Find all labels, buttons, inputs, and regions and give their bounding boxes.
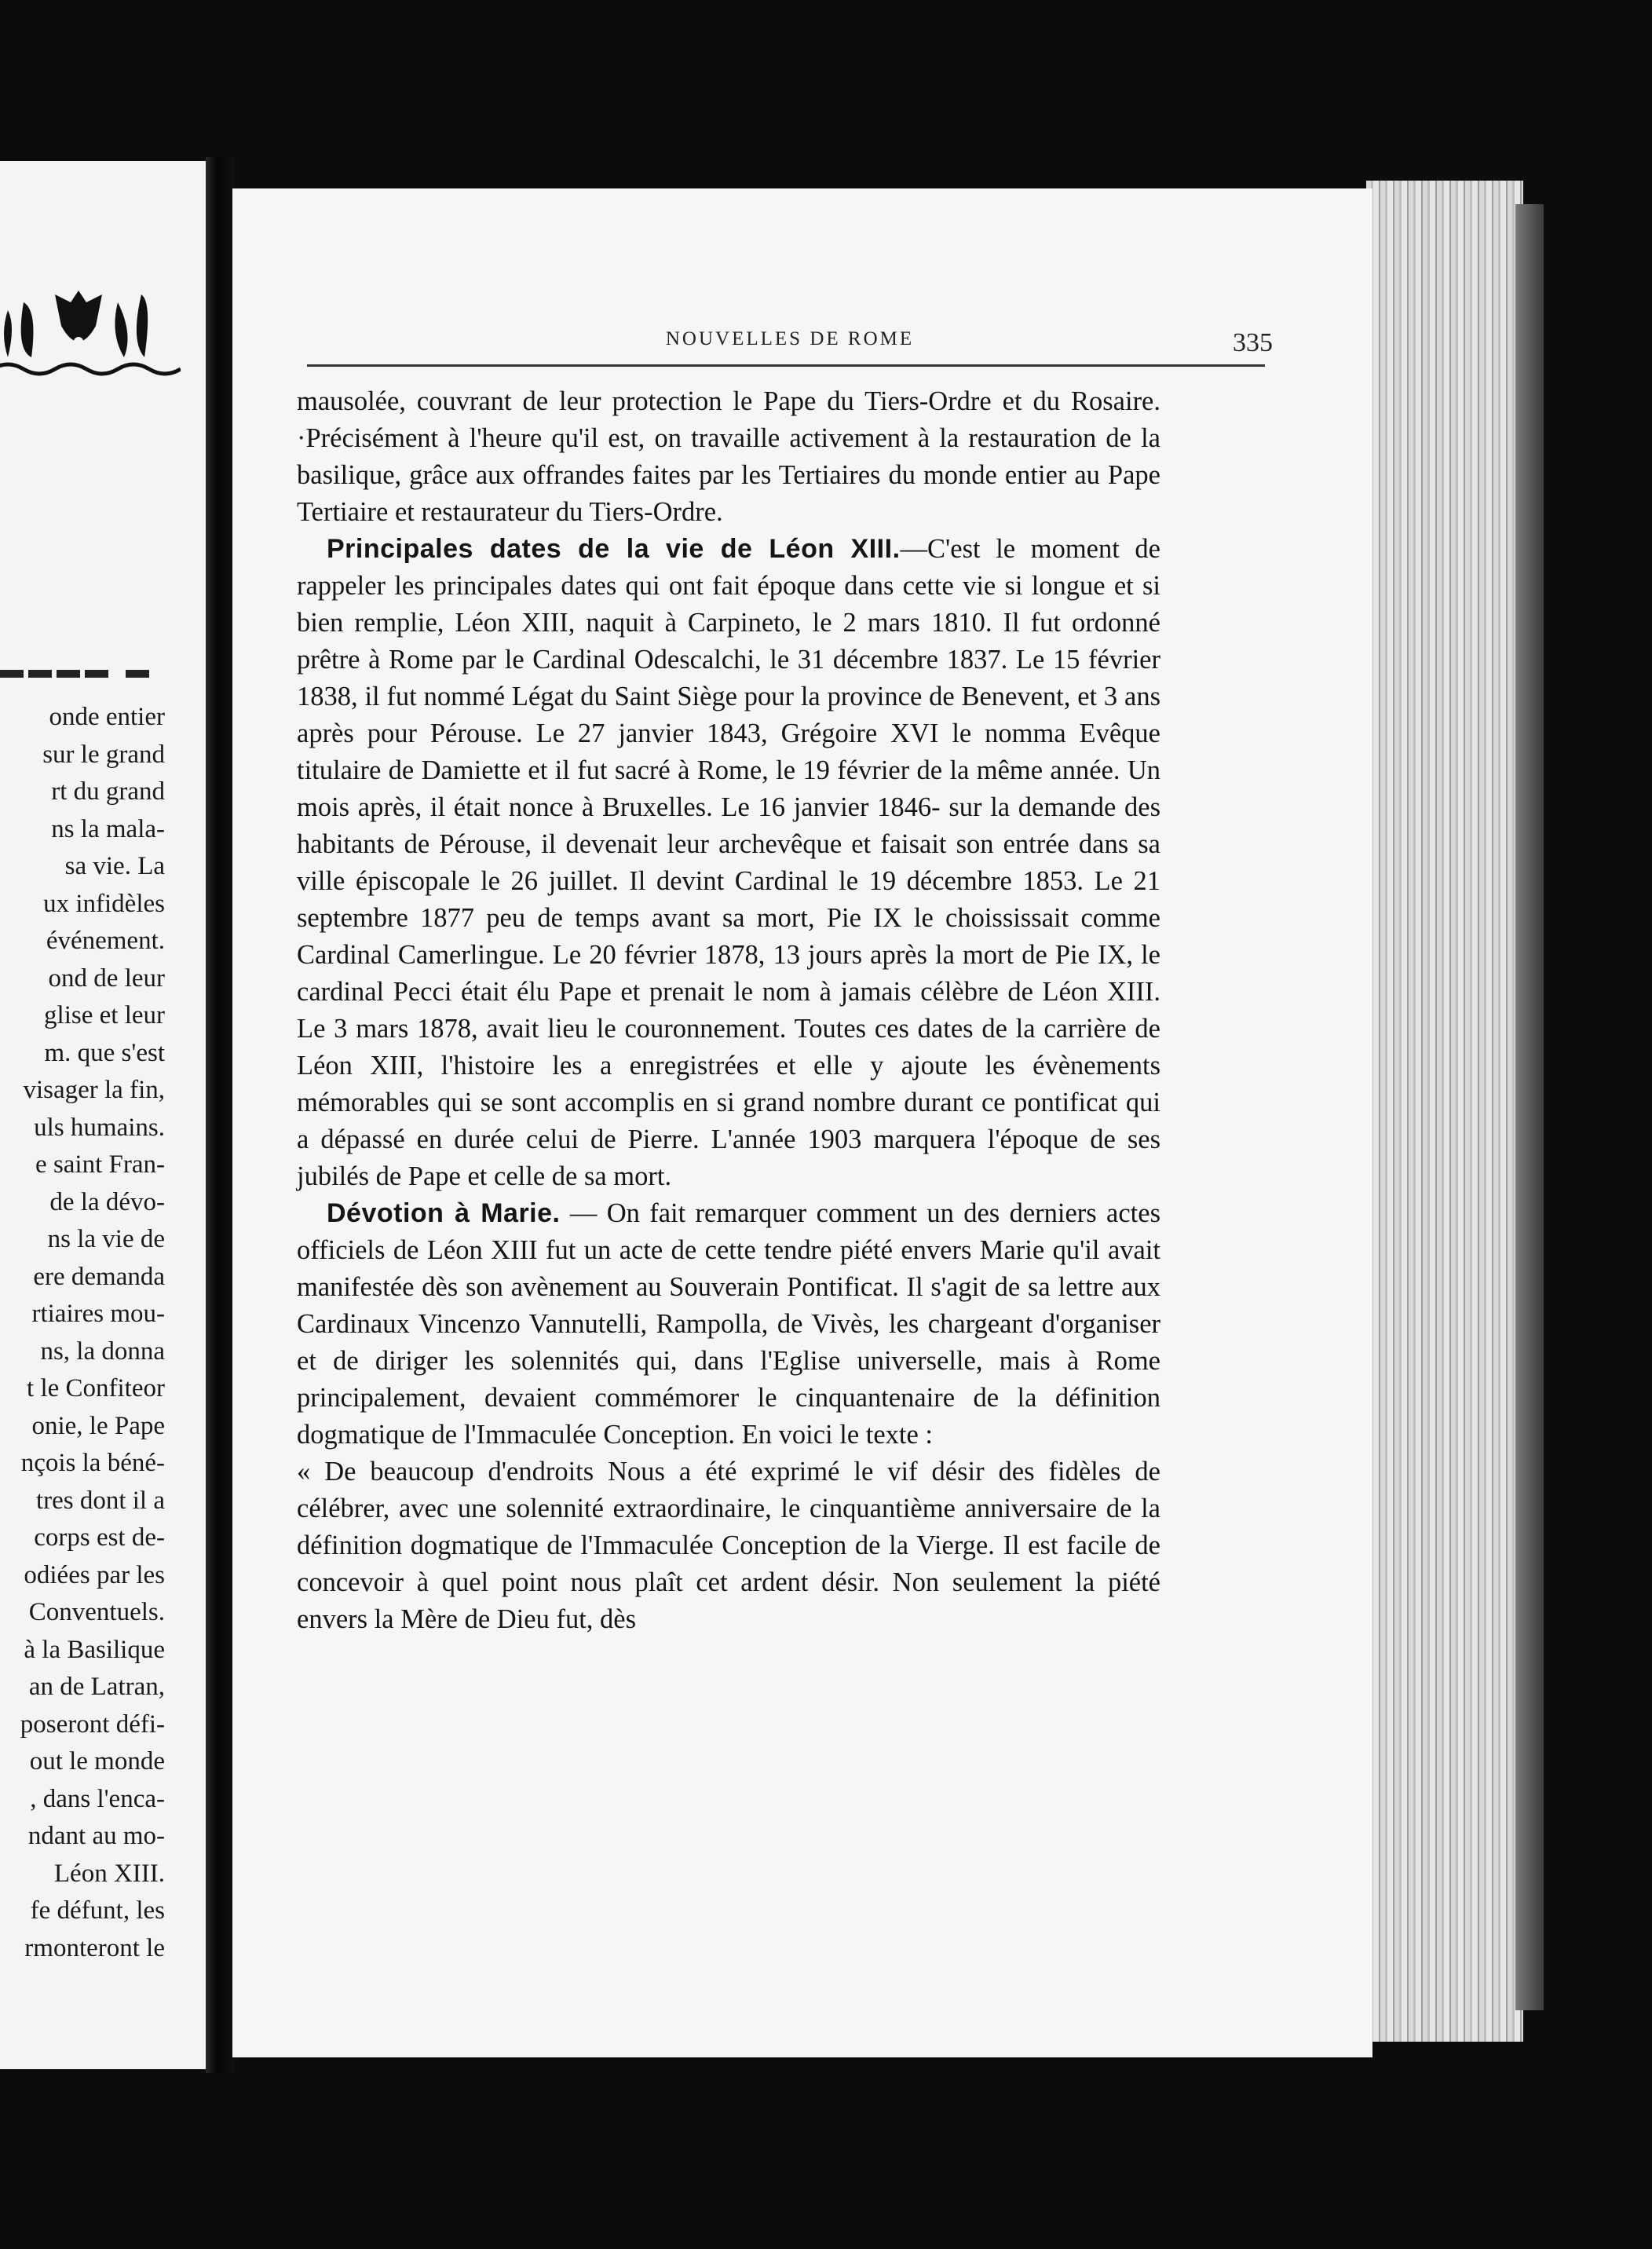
text-line: , dans l'enca-: [30, 1784, 165, 1813]
text-line: m. que s'est: [44, 1038, 165, 1067]
book-gutter: [206, 157, 234, 2073]
text-line: e saint Fran-: [35, 1150, 165, 1179]
text-line: uls humains.: [34, 1113, 165, 1142]
section-heading: Principales dates de la vie de Léon XIII.: [327, 534, 901, 564]
text-line: rtiaires mou-: [31, 1300, 165, 1328]
text-line: glise et leur: [44, 1001, 165, 1029]
text-line: rt du grand: [51, 777, 165, 806]
text-line: nçois la béné-: [20, 1449, 165, 1477]
text-line: onde entier: [49, 703, 165, 731]
text-line: corps est de-: [34, 1523, 165, 1552]
text-line: ndant au mo-: [27, 1822, 165, 1850]
quoted-paragraph: « De beaucoup d'endroits Nous a été exprimé le vif désir des fidèles de célébrer, avec une solennité extraordinaire, le cinquantième anniversaire de la définition dogmatique de l'Immaculée Conception de la Vierge. Il est facile de concevoir à quel point nous plaît cet ardent désir. Non seulement la piété envers la Mère de Dieu fut, dès: [297, 1457, 1160, 1634]
left-page: [0, 161, 212, 2069]
text-line: Conventuels.: [28, 1598, 165, 1626]
text-line: rmonteront le: [24, 1933, 165, 1962]
text-line: ond de leur: [48, 964, 165, 993]
paragraph: [297, 531, 1160, 1195]
floral-ornament-icon: [0, 279, 181, 381]
text-line: t le Confiteor: [27, 1374, 165, 1402]
paragraph-text: — On fait remarquer comment un des derniers actes officiels de Léon XIII fut un acte de cette tendre piété envers Marie qu'il avait manifestée dès son avènement au Souverain Pontificat. Il s'agit de sa lettre aux Cardinaux Vincenzo Vannutelli, Rampolla, de Vivès, les chargeant d'organiser et de diriger les solennités qui, dans l'Eglise universelle, mais à Rome principalement, devaient commémorer le cinquantenaire de la définition dogmatique de l'Immaculée Conception. En voici le texte :: [297, 1198, 1161, 1450]
page-edges: [1366, 181, 1523, 2042]
header-rule: [307, 364, 1265, 367]
text-line: à la Basilique: [24, 1635, 165, 1664]
text-line: out le monde: [29, 1747, 165, 1775]
text-line: poseront défi-: [20, 1710, 165, 1739]
body-text: [297, 383, 1160, 1638]
section-heading: Dévotion à Marie.: [327, 1198, 561, 1228]
left-page-text: [0, 699, 165, 1967]
text-line: odiées par les: [24, 1560, 165, 1589]
decorative-rule-icon: [0, 664, 157, 684]
paragraph-text: —C'est le moment de rappeler les principales dates qui ont fait époque dans cette vie si longue et si bien remplie, Léon XIII, naquit à Carpineto, le 2 mars 1810. Il fut ordonné prêtre à Rome par le Cardinal Odescalchi, le 31 décembre 1837. Le 15 février 1838, il fut nommé Légat du Saint Siège pour la province de Benevent, et 3 ans après pour Pérouse. Le 27 janvier 1843, Grégoire XVI le nomma Evêque titulaire de Damiette et il fut sacré à Rome, le 19 février de la même année. Un mois après, il était nonce à Bruxelles. Le 16 janvier 1846- sur la demande des habitants de Pérouse, il devenait leur archevêque et faisait son entrée dans sa ville épiscopale le 26 juillet. Il devint Cardinal le 19 décembre 1853. Le 21 septembre 1877 peu de temps avant sa mort, Pie IX le choississait comme Cardinal Camerlingue. Le 20 février 1878, 13 jours après la mort de Pie IX, le cardinal Pecci était élu Pape et prenait le nom à jamais célèbre de Léon XIII. Le 3 mars 1878, avait lieu le couronnement. Toutes ces dates de la carrière de Léon XIII, l'histoire les a enregistrées et elle y ajoute les évènements mémorables qui se sont accomplis en si grand nombre durant ce pontificat qui a dépassé en durée celui de Pierre. L'année 1903 marquera l'époque de ses jubilés de Pape et celle de sa mort.: [297, 534, 1160, 1191]
text-line: sa vie. La: [64, 852, 165, 880]
paragraph: mausolée, couvrant de leur protection le Pape du Tiers-Ordre et du Rosaire. ·Précisément à l'heure qu'il est, on travaille activement à la restauration de la basilique, grâce aux offrandes faites par les Tertiaires du monde entier au Pape Tertiaire et restaurateur du Tiers-Ordre.: [297, 386, 1160, 527]
book-cover-edge: [1515, 204, 1544, 2010]
text-line: an de Latran,: [28, 1673, 165, 1701]
text-line: visager la fin,: [23, 1076, 165, 1104]
text-line: tres dont il a: [35, 1486, 165, 1515]
text-line: ere demanda: [33, 1262, 165, 1291]
running-title: NOUVELLES DE ROME: [665, 328, 915, 349]
text-line: Léon XIII.: [53, 1859, 165, 1888]
page-header: [307, 328, 1273, 383]
text-line: ns la mala-: [51, 814, 165, 843]
text-line: ns, la donna: [40, 1337, 165, 1366]
paragraph: [297, 1195, 1160, 1454]
text-line: de la dévo-: [49, 1187, 165, 1216]
right-page: [232, 188, 1372, 2057]
text-line: onie, le Pape: [31, 1411, 165, 1440]
text-line: ux infidèles: [43, 889, 165, 918]
text-line: fe défunt, les: [30, 1896, 165, 1925]
text-line: événement.: [46, 927, 165, 955]
text-line: ns la vie de: [47, 1225, 165, 1253]
text-line: sur le grand: [42, 740, 165, 769]
page-number: 335: [1233, 328, 1273, 357]
